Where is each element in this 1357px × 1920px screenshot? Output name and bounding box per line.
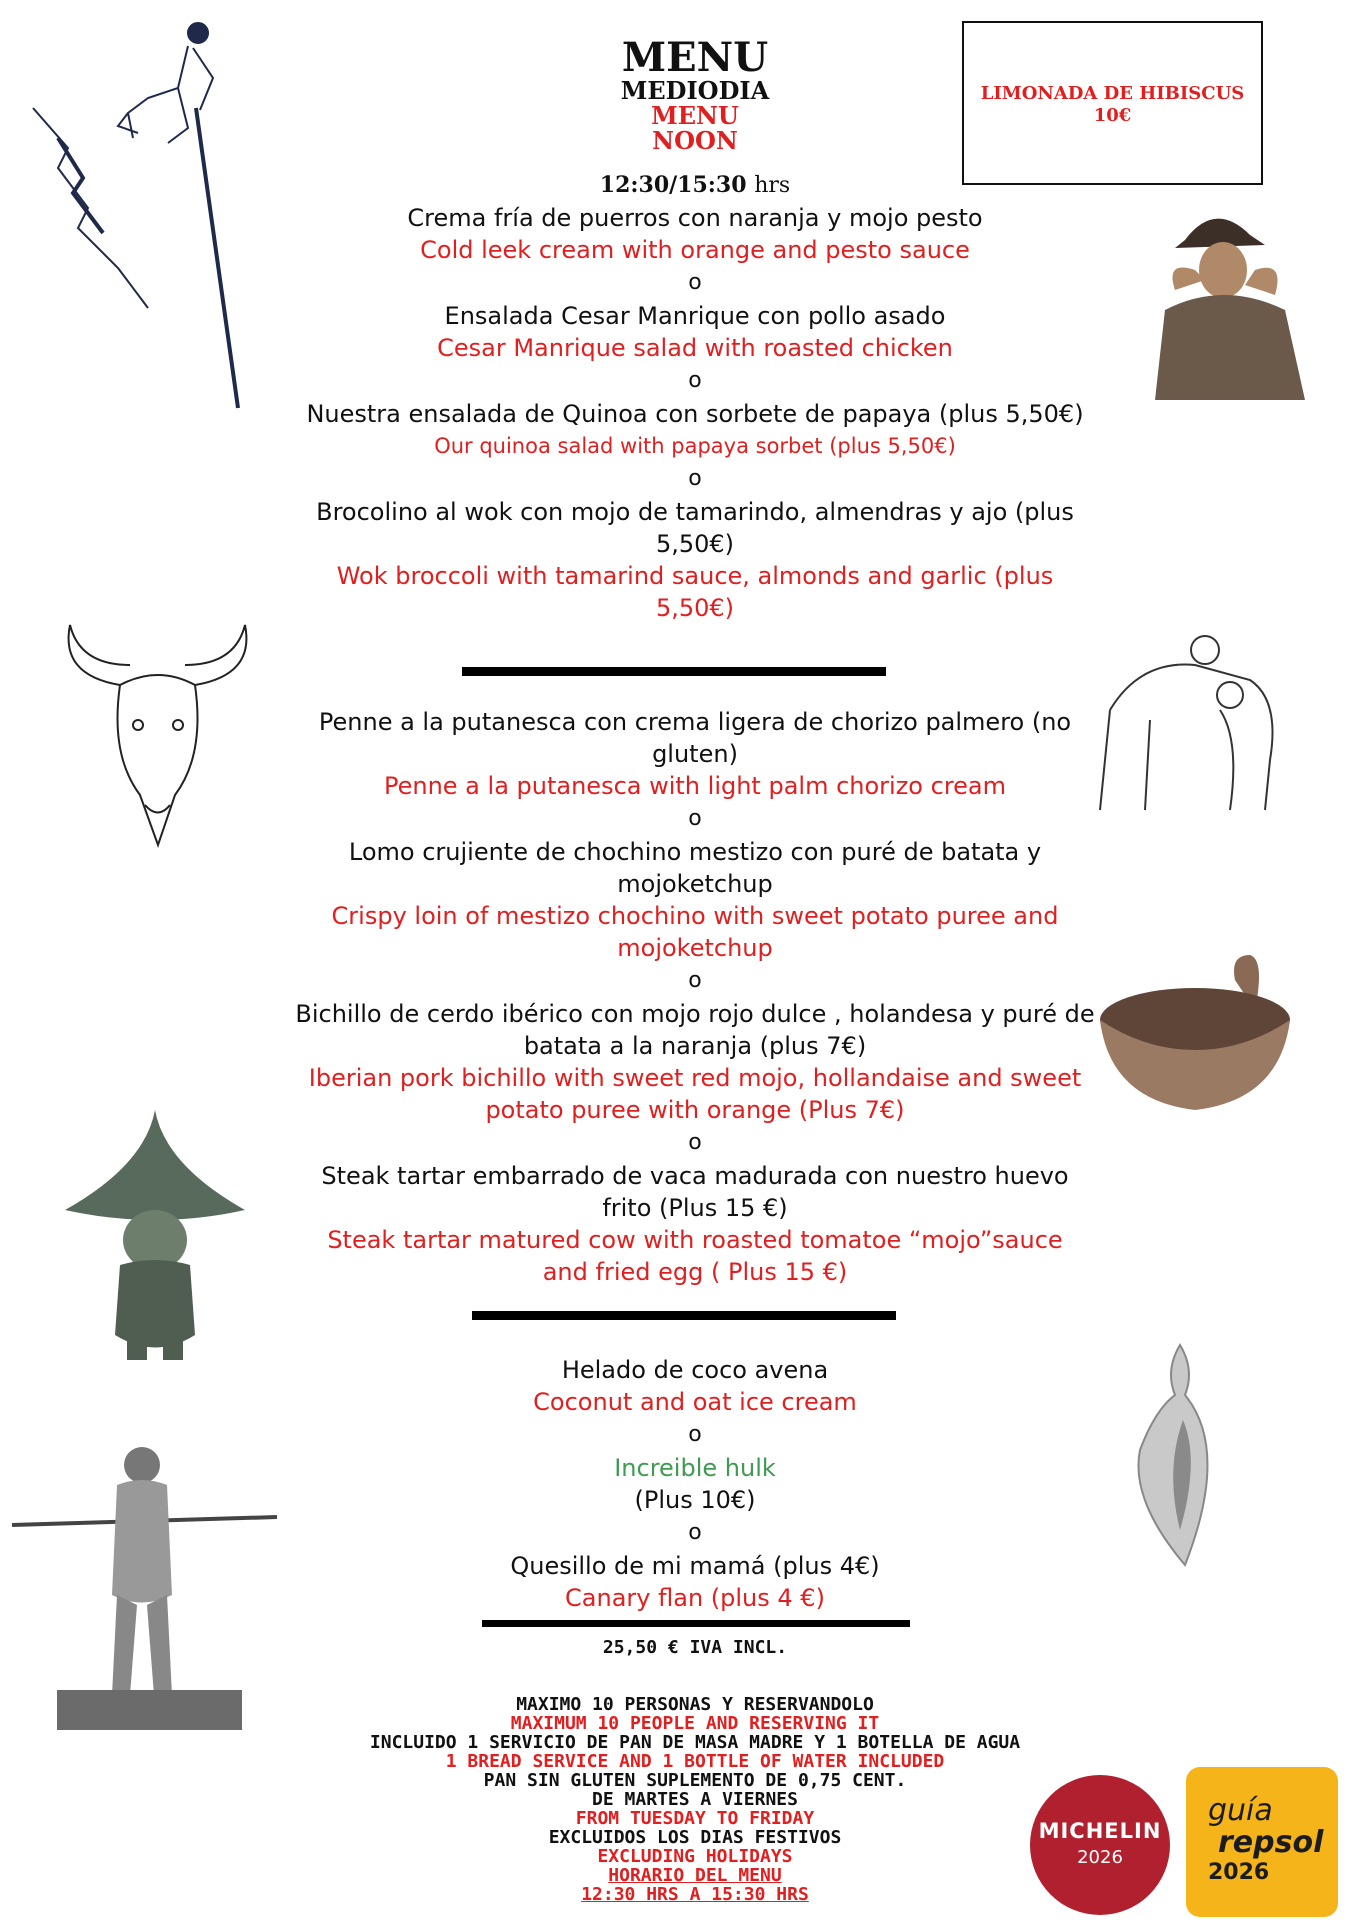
footer-line: PAN SIN GLUTEN SUPLEMENTO DE 0,75 CENT. <box>483 1770 907 1791</box>
desserts-section <box>270 1354 1120 1614</box>
michelin-year: 2026 <box>1077 1847 1123 1868</box>
or-separator: o <box>688 806 702 831</box>
main-3-en: Iberian pork bichillo with sweet red mojo, hollandaise and sweet potato puree with orange (Plus 7€) <box>308 1064 1082 1124</box>
or-separator: o <box>688 466 702 491</box>
menu-price: 25,50 € IVA INCL. <box>602 1637 788 1658</box>
main-2-en: Crispy loin of mestizo chochino with sweet potato puree and mojoketchup <box>331 902 1059 962</box>
starters-section <box>270 202 1120 624</box>
wrestlers-illustration <box>1090 630 1300 820</box>
starter-2-en: Cesar Manrique salad with roasted chicken <box>437 334 953 362</box>
dessert-3-en: Canary flan (plus 4 €) <box>565 1584 825 1612</box>
footer-line: MAXIMUM 10 PEOPLE AND RESERVING IT <box>510 1713 880 1734</box>
or-separator: o <box>688 1422 702 1447</box>
main-1-es: Penne a la putanesca con crema ligera de chorizo palmero (no gluten) <box>318 708 1072 768</box>
mains-section <box>270 706 1120 1288</box>
starter-1-es: Crema fría de puerros con naranja y mojo pesto <box>407 204 983 232</box>
main-4-en: Steak tartar matured cow with roasted tomatoe “mojo”sauce and fried egg ( Plus 15 €) <box>327 1226 1063 1286</box>
menu-title: MENU <box>621 34 769 81</box>
repsol-label-1: guía <box>1208 1793 1273 1828</box>
footer-line: 1 BREAD SERVICE AND 1 BOTTLE OF WATER INCLUDED <box>445 1751 945 1772</box>
repsol-year: 2026 <box>1208 1860 1270 1885</box>
menu-en-label: MENU <box>651 101 739 130</box>
or-separator: o <box>688 270 702 295</box>
dessert-1-es: Helado de coco avena <box>561 1356 829 1384</box>
footer-line: 12:30 HRS A 15:30 HRS <box>581 1884 809 1905</box>
section-divider <box>462 667 886 676</box>
promo-box <box>962 21 1263 185</box>
footer-line: DE MARTES A VIERNES <box>592 1789 798 1810</box>
or-separator: o <box>688 368 702 393</box>
starter-4-es: Brocolino al wok con mojo de tamarindo, almendras y ajo (plus 5,50€) <box>316 498 1074 558</box>
dessert-1-en: Coconut and oat ice cream <box>533 1388 857 1416</box>
warrior-statue-illustration <box>12 1435 277 1730</box>
starter-4-en: Wok broccoli with tamarind sauce, almonds and garlic (plus 5,50€) <box>336 562 1054 622</box>
section-divider <box>472 1311 896 1320</box>
main-1-en: Penne a la putanesca with light palm chorizo cream <box>383 772 1007 800</box>
michelin-badge <box>1030 1775 1170 1915</box>
climber-with-pole-illustration <box>28 18 258 418</box>
or-separator: o <box>688 1520 702 1545</box>
footer-line: INCLUIDO 1 SERVICIO DE PAN DE MASA MADRE Y 1 BOTELLA DE AGUA <box>369 1732 1021 1753</box>
main-2-es: Lomo crujiente de chochino mestizo con puré de batata y mojoketchup <box>348 838 1042 898</box>
main-4-es: Steak tartar embarrado de vaca madurada con nuestro huevo frito (Plus 15 €) <box>321 1162 1069 1222</box>
man-with-hat-illustration <box>1135 200 1315 400</box>
clay-bowl-illustration <box>1095 950 1300 1115</box>
promo-line-2: 10€ <box>1093 105 1132 126</box>
promo-line-1: LIMONADA DE HIBISCUS <box>980 83 1245 104</box>
dessert-2-name: Increible hulk <box>614 1454 776 1482</box>
carved-stone-illustration <box>1125 1340 1235 1570</box>
footer-line: EXCLUDING HOLIDAYS <box>597 1846 793 1867</box>
mediodia-label: MEDIODIA <box>620 76 770 105</box>
menu-hours: 12:30/15:30 hrs <box>599 172 791 198</box>
goat-head-illustration <box>50 605 265 865</box>
or-separator: o <box>688 968 702 993</box>
price-divider <box>482 1620 910 1627</box>
footer-info <box>270 1695 1120 1904</box>
dessert-2-price: (Plus 10€) <box>634 1486 756 1514</box>
hat-statue-illustration <box>55 1105 255 1365</box>
or-separator: o <box>688 1130 702 1155</box>
main-3-es: Bichillo de cerdo ibérico con mojo rojo dulce , holandesa y puré de batata a la naranja (plus 7€) <box>295 1000 1095 1060</box>
starter-3-en: Our quinoa salad with papaya sorbet (plus 5,50€) <box>434 434 956 458</box>
repsol-badge <box>1186 1767 1338 1917</box>
noon-label: NOON <box>652 126 738 155</box>
footer-line: EXCLUIDOS LOS DIAS FESTIVOS <box>548 1827 842 1848</box>
footer-line: HORARIO DEL MENU <box>608 1865 782 1886</box>
starter-2-es: Ensalada Cesar Manrique con pollo asado <box>444 302 946 330</box>
footer-line: MAXIMO 10 PERSONAS Y RESERVANDOLO <box>516 1694 874 1715</box>
michelin-label: MICHELIN <box>1038 1819 1162 1843</box>
footer-line: FROM TUESDAY TO FRIDAY <box>575 1808 815 1829</box>
starter-1-en: Cold leek cream with orange and pesto sauce <box>420 236 970 264</box>
starter-3-es: Nuestra ensalada de Quinoa con sorbete de papaya (plus 5,50€) <box>306 400 1084 428</box>
dessert-3-es: Quesillo de mi mamá (plus 4€) <box>510 1552 880 1580</box>
repsol-label-2: repsol <box>1218 1825 1324 1860</box>
